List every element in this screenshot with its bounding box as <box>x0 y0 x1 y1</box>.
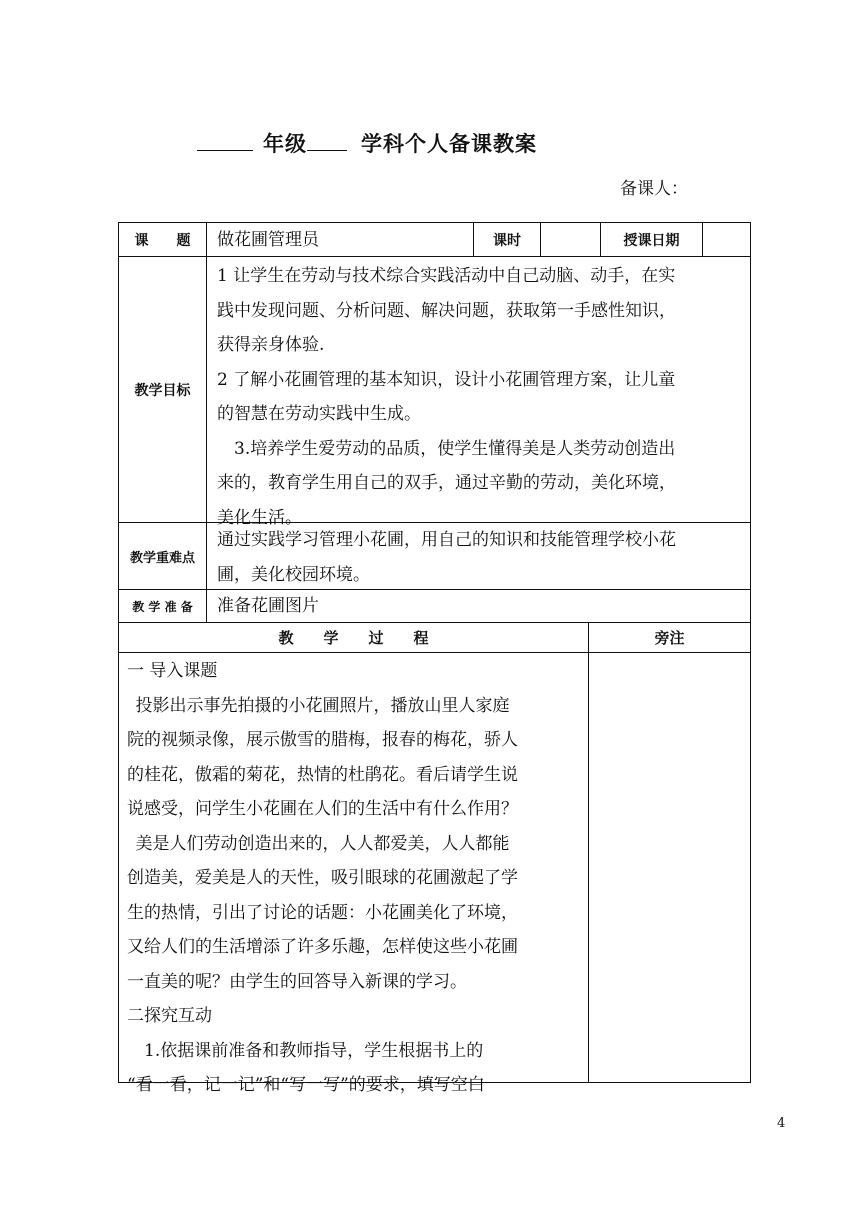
process-line: 说感受，问学生小花圃在人们的生活中有什么作用？ <box>127 799 518 819</box>
topic-value: 做花圃管理员 <box>207 223 474 257</box>
keypoints-line: 通过实践学习管理小花圃，用自己的知识和技能管理学校小花 <box>217 530 676 550</box>
process-line: 又给人们的生活增添了许多乐趣，怎样使这些小花圃 <box>127 937 518 957</box>
process-content <box>119 653 589 1095</box>
date-value <box>703 223 751 257</box>
process-line: 院的视频录像，展示傲雪的腊梅，报春的梅花，骄人 <box>127 730 518 750</box>
keypoints-line: 圃，美化校园环境。 <box>217 564 370 585</box>
page-title <box>197 128 537 158</box>
goals-line: 的智慧在劳动实践中生成。 <box>217 404 421 424</box>
grade-blank <box>197 132 253 151</box>
process-line: 生的热情，引出了讨论的话题：小花圃美化了环境， <box>127 902 518 923</box>
date-label: 授课日期 <box>601 223 703 257</box>
goals-line: 2 了解小花圃管理的基本知识，设计小花圃管理方案，让儿童 <box>217 369 676 390</box>
goals-line: 践中发现问题、分析问题、解决问题，获取第一手感性知识， <box>217 300 676 321</box>
notes-header: 旁注 <box>589 623 751 653</box>
process-line: 1.依据课前准备和教师指导，学生根据书上的 <box>144 1040 484 1061</box>
process-line: 的桂花，傲霜的菊花，热情的杜鹃花。看后请学生说 <box>127 764 518 785</box>
subject-blank <box>307 132 347 151</box>
prep-label: 教 学 准 备 <box>119 590 207 623</box>
goals-line: 3.培养学生爱劳动的品质，使学生懂得美是人类劳动创造出 <box>234 438 676 459</box>
goals-line: 来的，教育学生用自己的双手，通过辛勤的劳动，美化环境， <box>217 473 676 493</box>
goals-line: 获得亲身体验. <box>217 335 325 355</box>
process-line: 一直美的呢？由学生的回答导入新课的学习。 <box>127 971 467 992</box>
preparer-label: 备课人： <box>620 179 688 199</box>
title-subject: 学科个人备课教案 <box>361 132 537 156</box>
title-grade: 年级 <box>263 132 307 156</box>
process-line: 投影出示事先拍摄的小花圃照片，播放山里人家庭 <box>135 695 510 716</box>
notes-content <box>589 653 751 1083</box>
keypoints-label: 教学重难点 <box>119 523 207 590</box>
keypoints-content <box>207 523 751 590</box>
goals-content <box>207 257 751 528</box>
process-line: 二探究互动 <box>127 1006 212 1026</box>
process-header: 教 学 过 程 <box>119 623 589 653</box>
prep-value: 准备花圃图片 <box>207 590 751 623</box>
goals-line: 1 让学生在劳动与技术综合实践活动中自己动脑、动手，在实 <box>217 266 676 286</box>
goals-label: 教学目标 <box>119 257 207 523</box>
process-line: 创造美，爱美是人的天性，吸引眼球的花圃激起了学 <box>127 868 518 888</box>
period-value <box>541 223 601 257</box>
process-line: 美是人们劳动创造出来的，人人都爱美，人人都能 <box>135 833 510 854</box>
topic-label: 课 题 <box>119 223 207 257</box>
lesson-plan-table <box>118 222 751 1095</box>
process-line: 一 导入课题 <box>127 661 218 681</box>
process-line: “看一看，记一记”和“写一写”的要求，填写空白 <box>127 1075 485 1095</box>
page-number: 4 <box>777 1116 786 1131</box>
goals-line: 美化生活。 <box>217 507 302 528</box>
period-label: 课时 <box>474 223 541 257</box>
